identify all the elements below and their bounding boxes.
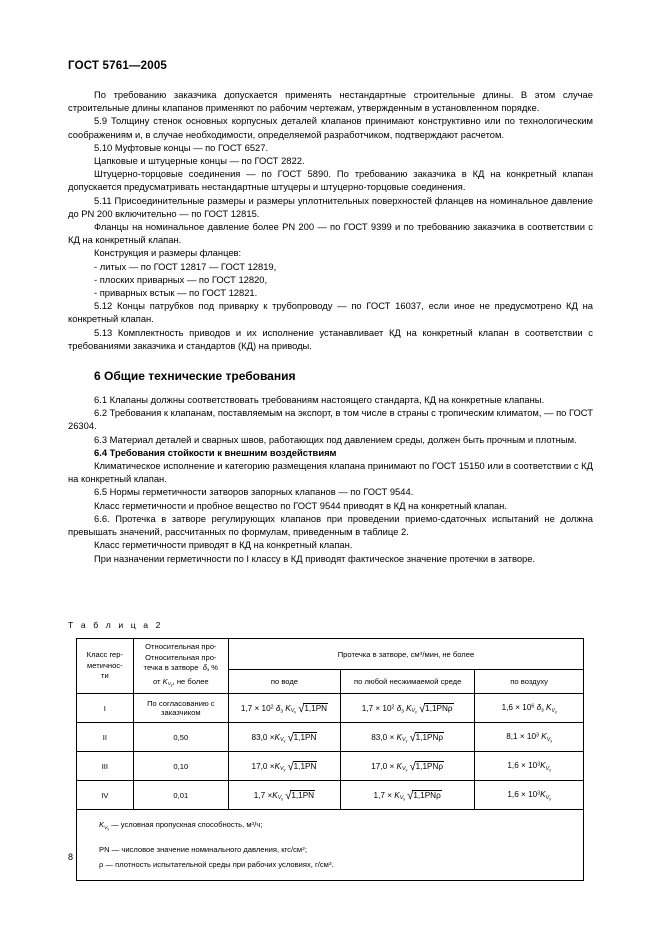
subsection-heading: 6.4 Требования стойкости к внешним воздействиям	[94, 446, 337, 458]
paragraph: 6.5 Нормы герметичности затворов запорных клапанов — по ГОСТ 9544.	[94, 486, 414, 498]
cell-air-formula: $8,1 \times 10^3$ $K_{V_у}$	[475, 723, 584, 752]
document-body	[68, 88, 593, 565]
note-pn: PN — числовое значение номинального давления, кгс/$см^2$;	[99, 844, 307, 854]
header-by-air: по воздуху	[475, 670, 584, 694]
cell-incompressible-formula: $83,0 \times K_{V_у}$ √1,1PNρ	[341, 723, 475, 752]
paragraph: 5.13 Комплектность приводов и их исполнение устанавливает КД на конкретный клапан в соответствии с требованиями заказчика и стандартов (КД) на приводы.	[68, 326, 593, 351]
paragraph: Штуцерно-торцовые соединения — по ГОСТ 5890. По требованию заказчика в КД на конкретный клапан допускается предусматривать нестандартные штуцеры и штуцерно-торцовые соединения.	[68, 168, 593, 193]
table-notes	[77, 810, 584, 881]
paragraph: 6.3 Материал деталей и сварных швов, работающих под давлением среды, должен быть прочным и плотным.	[94, 433, 577, 445]
cell-incompressible-formula: $17,0 \times K_{V_у}$ √1,1PNρ	[341, 752, 475, 781]
cell-relative: 0,10	[133, 752, 228, 781]
cell-relative: 0,50	[133, 723, 228, 752]
cell-air-formula: $1,6 \times 10^6$ $\delta_з$ $K_{V_у}$	[475, 694, 584, 723]
cell-relative: По согласованию с заказчиком	[133, 694, 228, 723]
paragraph: 6.6. Протечка в затворе регулирующих клапанов при проведении приемо-сдаточных испытаний не должна превышать значений, рассчитанных по формулам, приведенным в таблице 2.	[68, 512, 593, 538]
table-row	[77, 723, 584, 752]
note-kvy: $K_{V_у}$ — условная пропускная способность, $м^3/ч$;	[99, 820, 263, 831]
header-relative-line1: Относительная про-	[145, 642, 217, 651]
table-header-row	[77, 639, 584, 670]
table-caption: Т а б л и ц а 2	[68, 620, 163, 630]
cell-water-formula: $17,0 \times K_{V_у}$ √1,1PN	[228, 752, 340, 781]
header-class-line1: Класс гер-	[86, 650, 124, 660]
cell-class: II	[77, 723, 134, 752]
paragraph: Цапковые и штуцерные концы — по ГОСТ 2822.	[94, 155, 305, 167]
paragraph: Класс герметичности приводят в КД на конкретный клапан.	[94, 539, 353, 551]
table-row	[77, 781, 584, 810]
paragraph: При назначении герметичности по I классу в КД приводят фактическое значение протечки в затворе.	[94, 552, 536, 564]
paragraph: Климатическое исполнение и категорию размещения клапана принимают по ГОСТ 15150 или в соответствии с КД на конкретный клапан.	[68, 460, 593, 485]
paragraph: 5.12 Концы патрубков под приварку к трубопроводу — по ГОСТ 16037, если иное не предусмотрено КД на конкретный клапан.	[68, 300, 593, 325]
cell-water-formula: $83,0 \times K_{V_у}$ √1,1PN	[228, 723, 340, 752]
cell-class: I	[77, 694, 134, 723]
cell-water-formula: $1,7 \times 10^2$ $\delta_з$ $K_{V_у}$ √1,1PN	[228, 694, 340, 723]
leakage-table	[76, 638, 584, 881]
paragraph: 6.2 Требования к клапанам, поставляемым на экспорт, в том числе в страны с тропическим климатом, — по ГОСТ 26304.	[68, 407, 593, 432]
paragraph: 6.1 Клапаны должны соответствовать требованиям настоящего стандарта, КД на конкретные клапаны.	[94, 394, 545, 406]
table-row	[77, 694, 584, 723]
header-relative-column: Относительная про- Относительная про- течка в затворе $\delta_з$ % от $K_{V_у}$, не более	[133, 639, 228, 694]
header-by-water: по воде	[228, 670, 340, 694]
paragraph: 5.9 Толщину стенок основных корпусных деталей клапанов принимают конструктивно или по технологическим соображениям и, в случае необходимости, определяемой разработчиком, подтверждают расчетом.	[68, 115, 593, 140]
table-row	[77, 752, 584, 781]
header-class-line3: ти	[101, 671, 109, 681]
list-item: - литых — по ГОСТ 12817 — ГОСТ 12819,	[94, 260, 277, 272]
cell-air-formula: $1,6 \times 10^3K_{V_у}$	[475, 781, 584, 810]
note-rho: ρ — плотность испытательной среды при рабочих условиях, $г/см^3$.	[99, 860, 334, 870]
page-number: 8	[68, 852, 74, 862]
cell-incompressible-formula: $1,7 \times 10^2$ $\delta_з$ $K_{V_у}$ √1,1PNρ	[341, 694, 475, 723]
list-item: - приварных встык — по ГОСТ 12821.	[94, 287, 258, 299]
header-class-line2: метичнос-	[87, 660, 123, 670]
page-header: ГОСТ 5761—2005	[68, 60, 168, 72]
paragraph: Класс герметичности и пробное вещество по ГОСТ 9544 приводят в КД на конкретный клапан.	[94, 499, 507, 511]
cell-water-formula: $1,7 \times K_{V_у}$ √1,1PN	[228, 781, 340, 810]
cell-incompressible-formula: $1,7 \times K_{V_у}$ √1,1PNρ	[341, 781, 475, 810]
header-leakage-span: Протечка в затворе, $см^3$/мин, не более	[228, 639, 583, 670]
table-notes-row	[77, 810, 584, 881]
paragraph: 5.10 Муфтовые концы — по ГОСТ 6527.	[94, 141, 269, 153]
section-heading: 6 Общие технические требования	[94, 369, 296, 384]
paragraph: 5.11 Присоединительные размеры и размеры уплотнительных поверхностей фланцев на номинальное давление до PN 200 включительно — по ГОСТ 12815.	[68, 194, 593, 219]
cell-air-formula: $1,6 \times 10^3K_{V_у}$	[475, 752, 584, 781]
list-item: - плоских приварных — по ГОСТ 12820,	[94, 273, 268, 285]
header-by-incompressible: по любой несжимаемой среде	[341, 670, 475, 694]
header-class-column	[77, 639, 134, 694]
cell-class: III	[77, 752, 134, 781]
paragraph: Фланцы на номинальное давление более PN 200 — по ГОСТ 9399 и по требованию заказчика в соответствии с КД на конкретный клапан.	[68, 221, 593, 246]
paragraph: По требованию заказчика допускается применять нестандартные строительные длины. В этом случае строительные длины клапанов применяют по рабочим чертежам, утвержденным в установленном порядке.	[68, 89, 593, 114]
cell-relative: 0,01	[133, 781, 228, 810]
cell-class: IV	[77, 781, 134, 810]
paragraph: Конструкция и размеры фланцев:	[94, 247, 242, 259]
